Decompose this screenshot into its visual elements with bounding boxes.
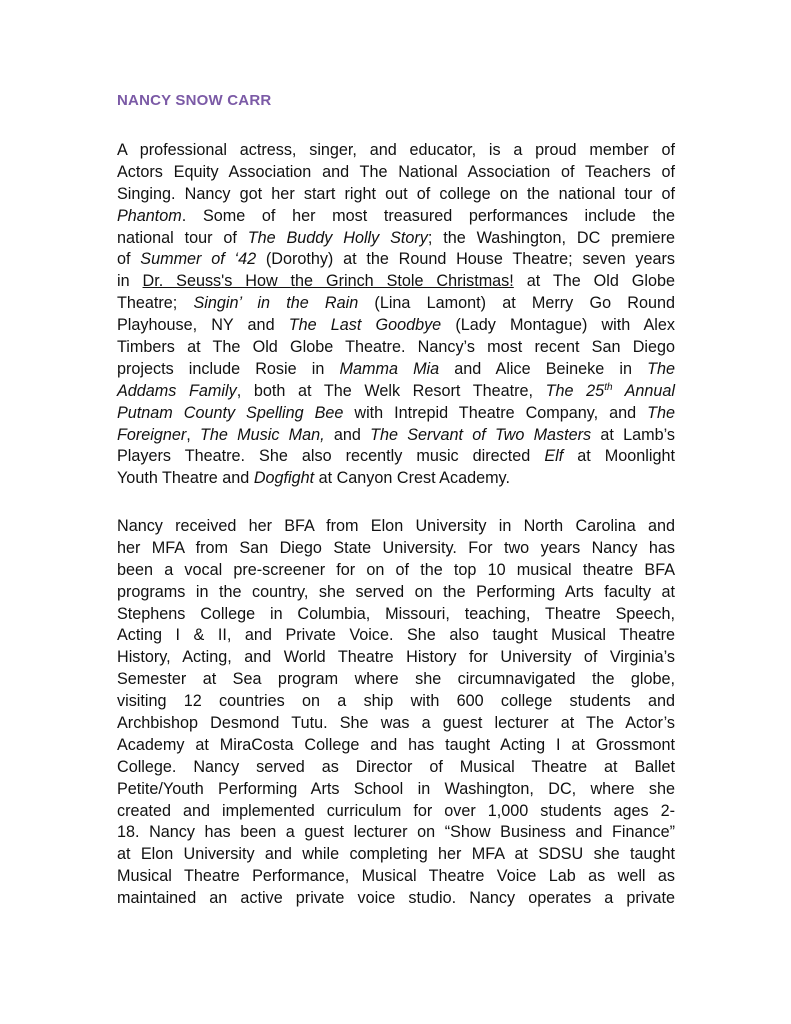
text-line: History, Acting, and World Theatre History for University of Virginia’s	[117, 648, 675, 667]
show-title: The	[647, 403, 676, 422]
text-line: Stephens College in Columbia, Missouri, teaching, Theatre Speech,	[117, 604, 675, 623]
show-title-underlined: Dr. Seuss's How the Grinch Stole Christmas!	[142, 272, 514, 291]
text-line: 18. Nancy has been a guest lecturer on “Show Business and Finance”	[117, 823, 675, 842]
show-title: Annual	[612, 381, 675, 400]
text-line: College. Nancy served as Director of Musical Theatre at Ballet	[117, 757, 675, 776]
text-line: Players Theatre. She also recently music directed Elf at Moonlight	[117, 447, 675, 466]
text-line: Nancy received her BFA from Elon University in North Carolina and	[117, 517, 675, 535]
text-line: projects include Rosie in Mamma Mia and Alice Beineke in The	[117, 359, 675, 378]
bio-paragraph-1	[117, 140, 675, 490]
text-line: Archbishop Desmond Tutu. She was a guest lecturer at The Actor’s	[117, 714, 675, 733]
show-title: The Buddy Holly Story	[247, 228, 428, 247]
show-title: Putnam County Spelling Bee	[117, 403, 344, 422]
show-title: Elf	[544, 447, 564, 466]
text-line: national tour of The Buddy Holly Story; the Washington, DC premiere	[117, 228, 676, 247]
text-line: created and implemented curriculum for over 1,000 students ages 2-	[117, 801, 675, 820]
text-line: Foreigner, The Music Man, and The Servant of Two Masters at Lamb’s	[117, 425, 675, 444]
text-line: visiting 12 countries on a ship with 600 college students and	[117, 692, 675, 711]
text-line: Acting I & II, and Private Voice. She also taught Musical Theatre	[117, 626, 675, 645]
show-title: The Last Goodbye	[288, 316, 442, 335]
text-line: Singing. Nancy got her start right out of college on the national tour of	[117, 184, 675, 203]
page-title: NANCY SNOW CARR	[117, 92, 272, 109]
text-line: A professional actress, singer, and educator, is a proud member of	[117, 141, 675, 159]
superscript: th	[604, 381, 613, 393]
text-line: been a vocal pre-screener for on of the top 10 musical theatre BFA	[117, 560, 675, 579]
text-line: Playhouse, NY and The Last Goodbye (Lady Montague) with Alex	[117, 316, 675, 335]
show-title: The	[647, 359, 675, 378]
text-line: Timbers at The Old Globe Theatre. Nancy’s most recent San Diego	[117, 338, 675, 357]
text-line: Actors Equity Association and The National Association of Teachers of	[117, 162, 675, 181]
show-title: Foreigner	[117, 425, 187, 444]
text-line: Semester at Sea program where she circumnavigated the globe,	[117, 670, 675, 689]
text-line: at Elon University and while completing her MFA at SDSU she taught	[117, 845, 675, 864]
text-line: Theatre; Singin’ in the Rain (Lina Lamont) at Merry Go Round	[117, 294, 675, 313]
text-line: Academy at MiraCosta College and has taught Acting I at Grossmont	[117, 735, 675, 754]
text-line: of Summer of ‘42 (Dorothy) at the Round House Theatre; seven years	[117, 250, 675, 269]
text-line: her MFA from San Diego State University. For two years Nancy has	[117, 538, 675, 557]
text-line: in Dr. Seuss's How the Grinch Stole Christmas! at The Old Globe	[117, 272, 675, 291]
text-line: Addams Family, both at The Welk Resort Theatre, The 25th Annual	[117, 381, 675, 400]
text-line: programs in the country, she served on the Performing Arts faculty at	[117, 582, 675, 601]
text-line: Musical Theatre Performance, Musical Theatre Voice Lab as well as	[117, 867, 675, 886]
text-line: Putnam County Spelling Bee with Intrepid Theatre Company, and The	[117, 403, 676, 422]
text-line: Phantom. Some of her most treasured performances include the	[117, 206, 675, 225]
text-line: maintained an active private voice studio. Nancy operates a private	[117, 889, 675, 908]
show-title: Singin’ in the Rain	[193, 294, 359, 313]
show-title: The Servant of Two Masters	[370, 425, 592, 444]
show-title: Summer of ‘42	[140, 250, 257, 269]
text-line: Youth Theatre and Dogfight at Canyon Crest Academy.	[117, 469, 510, 488]
text-line: Petite/Youth Performing Arts School in Washington, DC, where she	[117, 779, 675, 798]
show-title: The Music Man,	[200, 425, 325, 444]
show-title: Mamma Mia	[339, 359, 440, 378]
show-title: Addams Family	[117, 381, 237, 400]
show-title: Phantom	[117, 206, 182, 225]
show-title: Dogfight	[253, 469, 315, 488]
show-title: The 25	[545, 381, 605, 400]
bio-paragraph-2	[117, 516, 675, 910]
